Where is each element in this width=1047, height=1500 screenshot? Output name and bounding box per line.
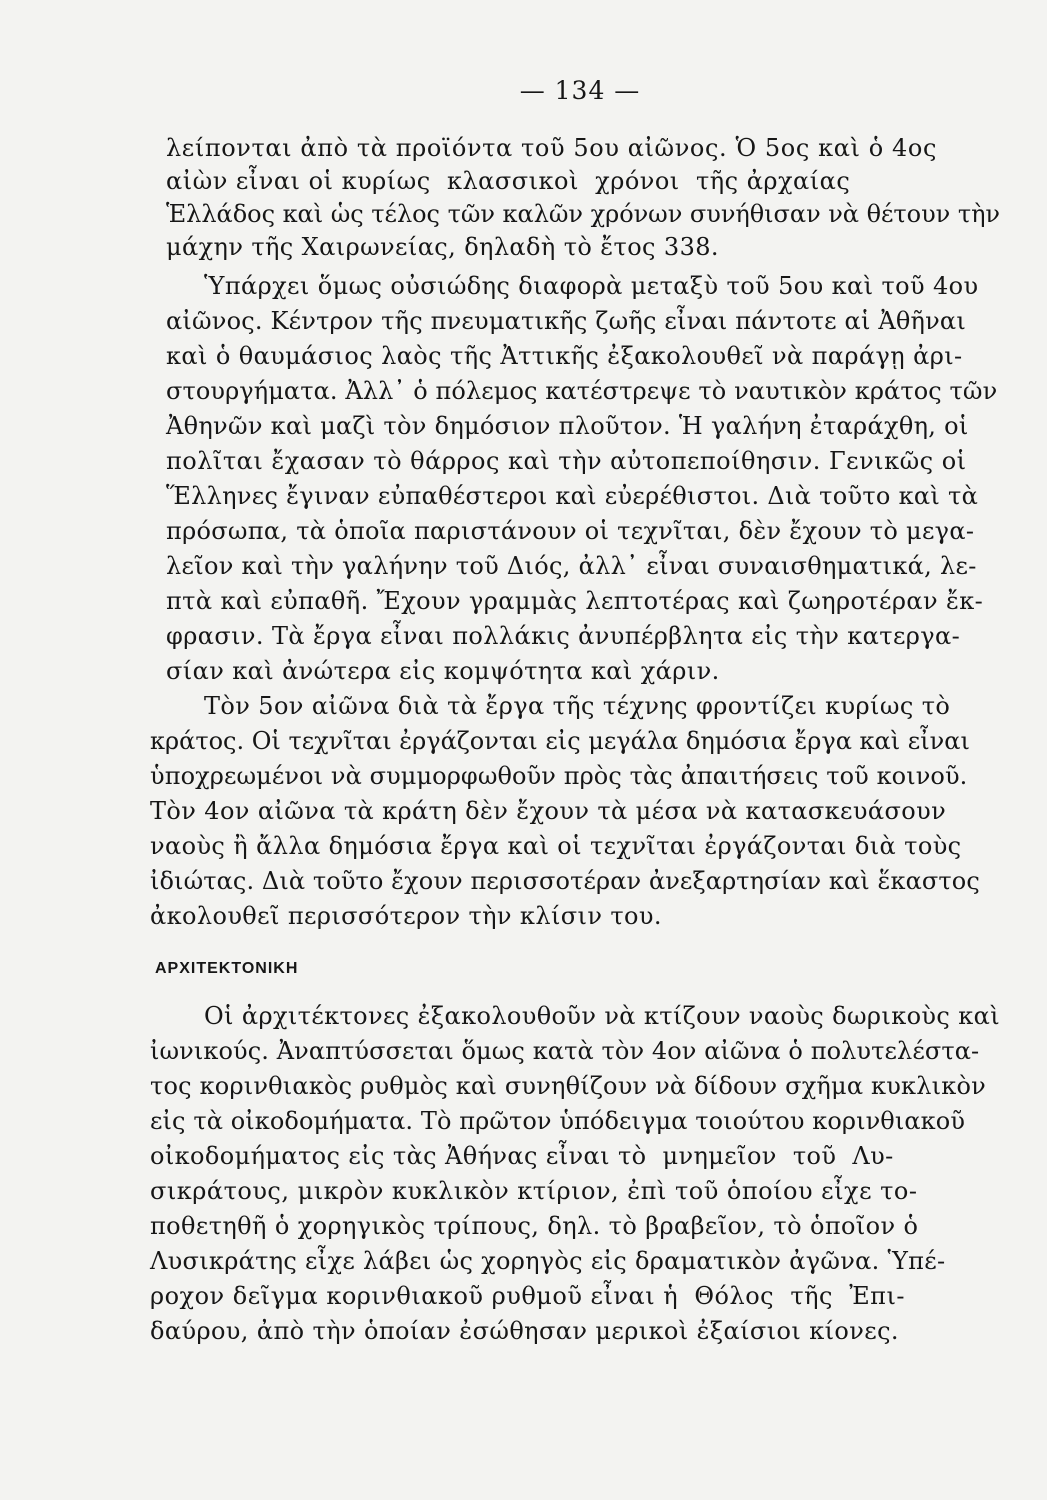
text-line: ροχον δεῖγμα κορινθιακοῦ ρυθμοῦ εἶναι ἡ Θόλος τῆς Ἐπι-: [150, 1282, 905, 1310]
text-line: Τὸν 4ον αἰῶνα τὰ κράτη δὲν ἔχουν τὰ μέσα νὰ κατασκευάσουν: [150, 797, 947, 825]
text-line: Οἱ ἀρχιτέκτονες ἐξακολουθοῦν νὰ κτίζουν ναοὺς δωρικοὺς καὶ: [204, 1002, 1000, 1030]
text-line: Τὸν 5ον αἰῶνα διὰ τὰ ἔργα τῆς τέχνης φροντίζει κυρίως τὸ: [204, 692, 951, 720]
page-number: — 134 —: [519, 76, 641, 105]
text-line: πολῖται ἔχασαν τὸ θάρρος καὶ τὴν αὐτοπεποίθησιν. Γενικῶς οἱ: [166, 447, 967, 475]
text-line: ἀκολουθεῖ περισσότερον τὴν κλίσιν του.: [150, 902, 662, 930]
text-line: σίαν καὶ ἀνώτερα εἰς κομψότητα καὶ χάριν.: [166, 657, 720, 685]
text-line: Ὑπάρχει ὅμως οὐσιώδης διαφορὰ μεταξὺ τοῦ 5ου καὶ τοῦ 4ου: [204, 272, 979, 300]
text-line: τος κορινθιακὸς ρυθμὸς καὶ συνηθίζουν νὰ δίδουν σχῆμα κυκλικὸν: [150, 1072, 986, 1100]
text-line: σικράτους, μικρὸν κυκλικὸν κτίριον, ἐπὶ τοῦ ὁποίου εἶχε το-: [150, 1177, 918, 1205]
text-line: ἰδιώτας. Διὰ τοῦτο ἔχουν περισσοτέραν ἀνεξαρτησίαν καὶ ἕκαστος: [150, 867, 980, 895]
text-line: αἰῶνος. Κέντρον τῆς πνευματικῆς ζωῆς εἶναι πάντοτε αἱ Ἀθῆναι: [166, 307, 966, 335]
text-line: πτὰ καὶ εὐπαθῆ. Ἔχουν γραμμὰς λεπτοτέρας καὶ ζωηροτέραν ἔκ-: [166, 587, 984, 615]
text-line: μάχην τῆς Χαιρωνείας, δηλαδὴ τὸ ἔτος 338.: [166, 233, 719, 261]
text-line: εἰς τὰ οἰκοδομήματα. Τὸ πρῶτον ὑπόδειγμα τοιούτου κορινθιακοῦ: [150, 1107, 966, 1135]
text-line: Λυσικράτης εἶχε λάβει ὡς χορηγὸς εἰς δραματικὸν ἀγῶνα. Ὑπέ-: [150, 1247, 946, 1275]
text-line: Ἀθηνῶν καὶ μαζὶ τὸν δημόσιον πλοῦτον. Ἡ γαλήνη ἐταράχθη, οἱ: [166, 412, 969, 440]
text-line: πρόσωπα, τὰ ὁποῖα παριστάνουν οἱ τεχνῖται, δὲν ἔχουν τὸ μεγα-: [166, 517, 975, 545]
text-line: αἰὼν εἶναι οἱ κυρίως κλασσικοὶ χρόνοι τῆς ἀρχαίας: [166, 167, 851, 195]
text-line: λείπονται ἀπὸ τὰ προϊόντα τοῦ 5ου αἰῶνος. Ὁ 5ος καὶ ὁ 4ος: [166, 134, 937, 162]
section-heading: ΑΡΧΙΤΕΚΤΟΝΙΚΗ: [155, 960, 299, 977]
text-line: κράτος. Οἱ τεχνῖται ἐργάζονται εἰς μεγάλα δημόσια ἔργα καὶ εἶναι: [150, 727, 970, 755]
text-line: ποθετηθῆ ὁ χορηγικὸς τρίπους, δηλ. τὸ βραβεῖον, τὸ ὁποῖον ὁ: [150, 1212, 919, 1240]
text-line: ἰωνικούς. Ἀναπτύσσεται ὅμως κατὰ τὸν 4ον αἰῶνα ὁ πολυτελέστα-: [150, 1037, 980, 1065]
text-line: ναοὺς ἢ ἄλλα δημόσια ἔργα καὶ οἱ τεχνῖται ἐργάζονται διὰ τοὺς: [150, 832, 962, 860]
text-line: Ἕλληνες ἔγιναν εὐπαθέστεροι καὶ εὐερέθιστοι. Διὰ τοῦτο καὶ τὰ: [166, 482, 979, 510]
text-line: φρασιν. Τὰ ἔργα εἶναι πολλάκις ἀνυπέρβλητα εἰς τὴν κατεργα-: [166, 622, 961, 650]
text-line: λεῖον καὶ τὴν γαλήνην τοῦ Διός, ἀλλ᾽ εἶναι συναισθηματικά, λε-: [166, 552, 977, 580]
text-line: οἰκοδομήματος εἰς τὰς Ἀθήνας εἶναι τὸ μνημεῖον τοῦ Λυ-: [150, 1142, 894, 1170]
text-line: δαύρου, ἀπὸ τὴν ὁποίαν ἐσώθησαν μερικοὶ ἐξαίσιοι κίονες.: [150, 1317, 899, 1345]
text-line: στουργήματα. Ἀλλ᾽ ὁ πόλεμος κατέστρεψε τὸ ναυτικὸν κράτος τῶν: [166, 377, 998, 405]
text-line: καὶ ὁ θαυμάσιος λαὸς τῆς Ἀττικῆς ἐξακολουθεῖ νὰ παράγῃ ἀρι-: [166, 342, 963, 370]
text-line: ὑποχρεωμένοι νὰ συμμορφωθοῦν πρὸς τὰς ἀπαιτήσεις τοῦ κοινοῦ.: [150, 762, 968, 790]
text-line: Ἑλλάδος καὶ ὡς τέλος τῶν καλῶν χρόνων συνήθισαν νὰ θέτουν τὴν: [166, 200, 1000, 228]
